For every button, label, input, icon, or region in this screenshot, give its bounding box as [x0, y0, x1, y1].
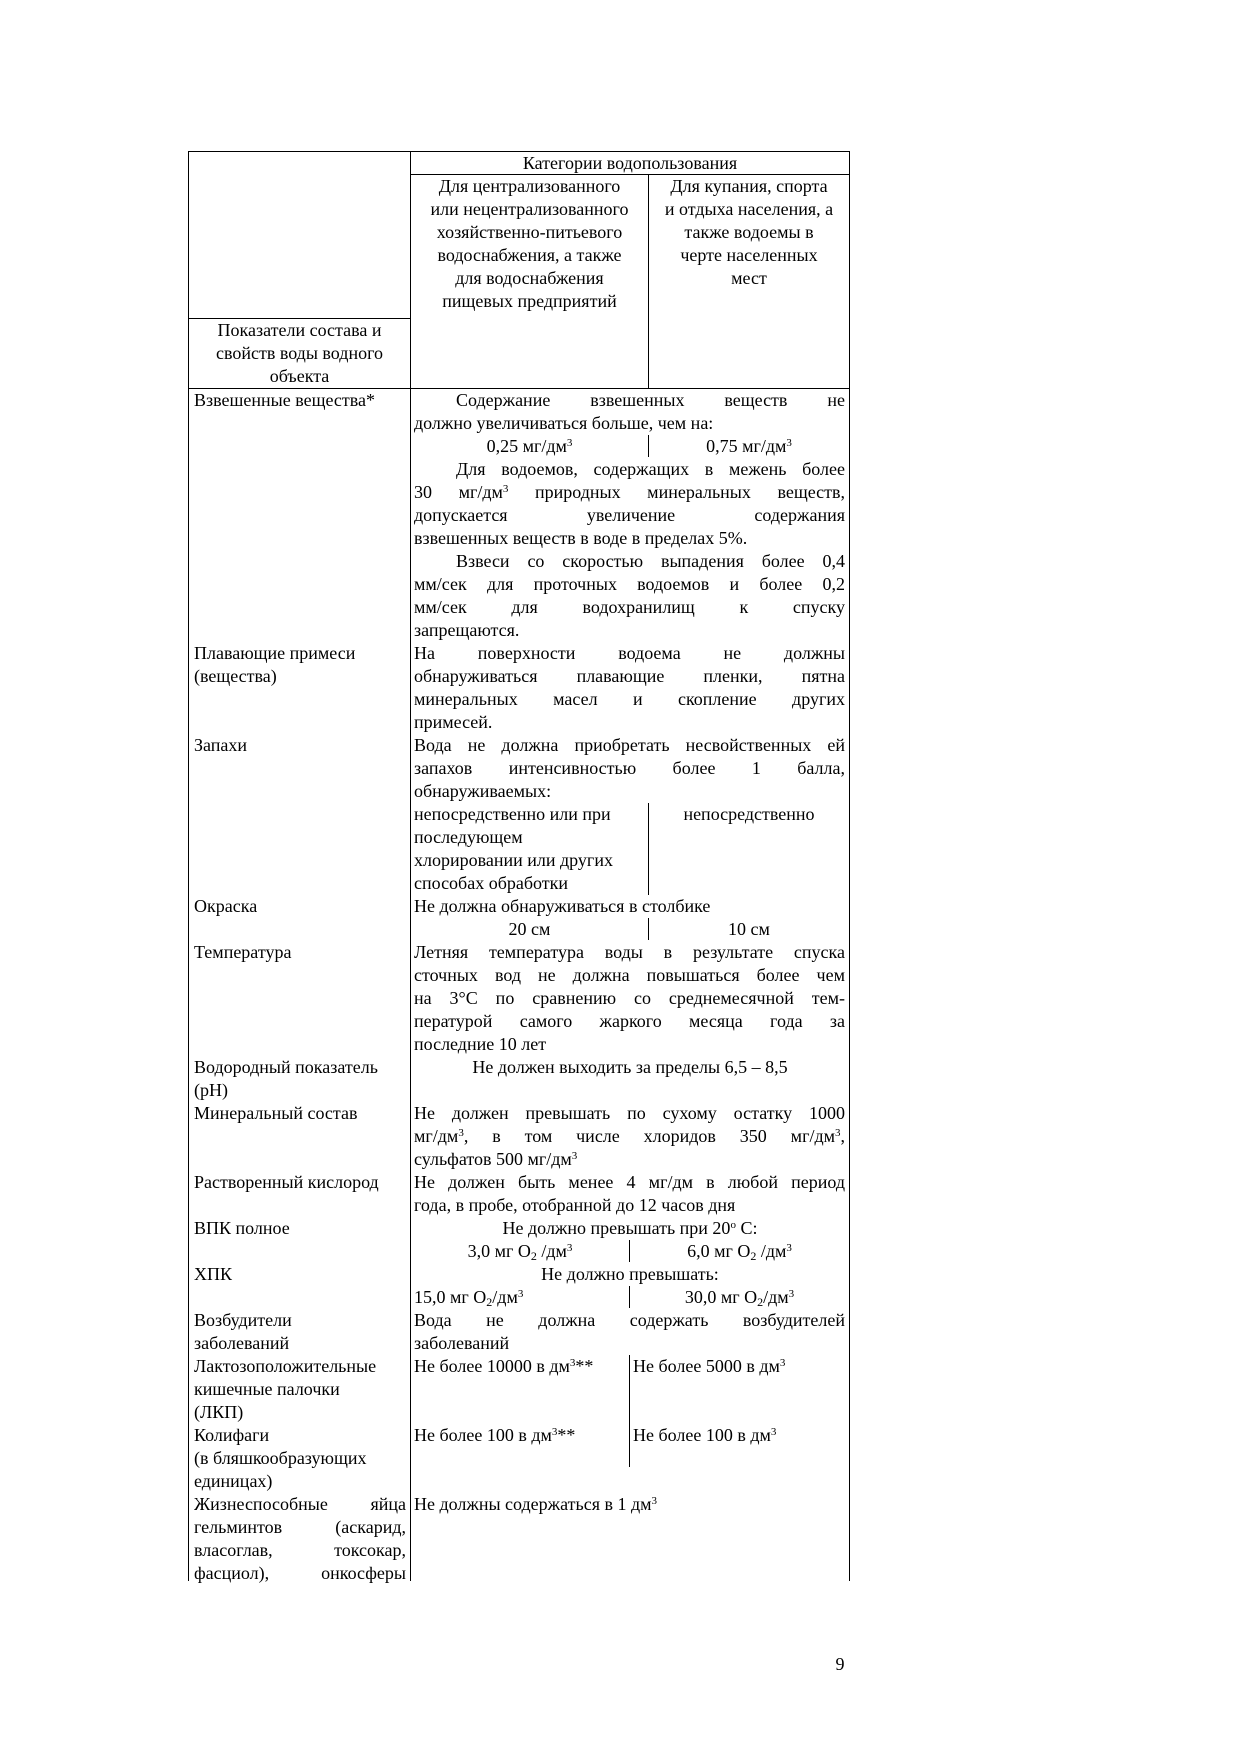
row-text-helminths: Не должны содержаться в 1 $дм^3$ — [414, 1494, 658, 1514]
lkp-value-1: Не более 10000 в $дм^3**$ — [414, 1356, 594, 1376]
row-label-color: Окраска — [194, 896, 258, 916]
divider-lkp-coliphages — [629, 1355, 630, 1467]
suspended-text-3: Взвеси со скоростью выпадения более 0,4 мм/сек для проточных водоемов и более 0,2 мм/сек для водохранилищ к спуску запрещаются. — [414, 551, 845, 640]
row-text-cod: Не должно превышать: — [541, 1264, 719, 1284]
row-text-temperature: Летняя температура воды в результате спуска сточных вод не должна повышаться более чем на 3°С по сравнению со среднемесячной тем- пературой самого жаркого месяца года за последние 10 лет — [414, 942, 845, 1054]
odors-value-1: непосредственно или при последующем хлорировании или других способах обработки — [414, 804, 613, 893]
suspended-value-1: 0,25 $мг/дм^3$ — [486, 436, 573, 456]
row-label-floating: Плавающие примеси (вещества) — [194, 643, 356, 686]
row-label-odors: Запахи — [194, 735, 248, 755]
odors-value-2: непосредственно — [683, 804, 815, 824]
row-text-odors: Вода не должна приобретать несвойственных ей запахов интенсивностью более 1 балла, обнаруживаемых: — [414, 735, 845, 801]
row-text-suspended: Содержание взвешенных веществ не должно увеличиваться больше, чем на: — [414, 390, 845, 433]
row-text-oxygen: Не должен быть менее 4 мг/дм в любой период года, в пробе, отобранной до 12 часов дня — [414, 1172, 845, 1215]
row-label-cod: ХПК — [194, 1264, 233, 1284]
coliphages-value-1: Не более 100 в $дм^3**$ — [414, 1425, 576, 1445]
lkp-value-2: Не более 5000 в $дм^3$ — [633, 1356, 786, 1376]
row-text-mineral: Не должен превышать по сухому остатку 1000 $мг/дм^3$, в том числе хлоридов 350 $мг/дм^3$, сульфатов 500 $мг/дм^3$ — [414, 1103, 845, 1169]
row-label-lkp: Лактозоположительные кишечные палочки (ЛКП) — [194, 1356, 377, 1422]
row-label-suspended: Взвешенные вещества* — [194, 390, 375, 410]
row-text-color: Не должна обнаруживаться в столбике — [414, 896, 711, 916]
header-categories: Категории водопользования — [522, 153, 738, 173]
row-text-floating: На поверхности водоема не должны обнаруживаться плавающие пленки, пятна минеральных масел и скопление других примесей. — [414, 643, 845, 732]
color-value-1: 20 см — [508, 919, 551, 939]
row-text-bod: Не должно превышать при 20$^o$ С: — [502, 1218, 758, 1238]
row-label-helminths: Жизнеспособные яйца гельминтов (аскарид, власоглав, токсокар, фасциол), онкосферы — [194, 1494, 406, 1583]
suspended-text-2: Для водоемов, содержащих в межень более 30 $мг/дм^3$ природных минеральных веществ, допускается увеличение содержания взвешенных веществ в воде в пределах 5%. — [414, 459, 845, 548]
table-border-right — [849, 151, 850, 1581]
row-text-pathogens: Вода не должна содержать возбудителей заболеваний — [414, 1310, 845, 1353]
page-number: 9 — [835, 1654, 845, 1674]
header-indicators: Показатели состава и свойств воды водного объекта — [215, 320, 384, 386]
suspended-value-2: 0,75 $мг/дм^3$ — [706, 436, 792, 456]
bod-value-1: 3,0 мг $О_2$ $/дм^3$ — [467, 1241, 573, 1263]
column-divider-main — [410, 151, 411, 1581]
row-text-ph: Не должен выходить за пределы 6,5 – 8,5 — [472, 1057, 788, 1077]
row-label-temperature: Температура — [194, 942, 292, 962]
row-label-bod: ВПК полное — [194, 1218, 290, 1238]
cod-value-2: 30,0 мг $О_2/дм^3$ — [684, 1287, 795, 1309]
row-label-coliphages: Колифаги (в бляшкообразующих единицах) — [194, 1425, 367, 1491]
color-value-2: 10 см — [728, 919, 770, 939]
header-col1: Для централизованного или нецентрализованного хозяйственно-питьевого водоснабжения, а также для водоснабжения пищевых предприятий — [430, 176, 629, 311]
row-label-oxygen: Растворенный кислород — [194, 1172, 379, 1192]
header-col2: Для купания, спорта и отдыха населения, а также водоемы в черте населенных мест — [664, 176, 834, 288]
cod-value-1: 15,0 мг $О_2/дм^3$ — [414, 1287, 524, 1309]
row-label-mineral: Минеральный состав — [194, 1103, 358, 1123]
coliphages-value-2: Не более 100 в $дм^3$ — [633, 1425, 777, 1445]
row-label-ph: Водородный показатель (рН) — [194, 1057, 378, 1100]
bod-value-2: 6,0 мг $О_2$ $/дм^3$ — [687, 1241, 792, 1263]
row-label-pathogens: Возбудители заболеваний — [194, 1310, 292, 1353]
